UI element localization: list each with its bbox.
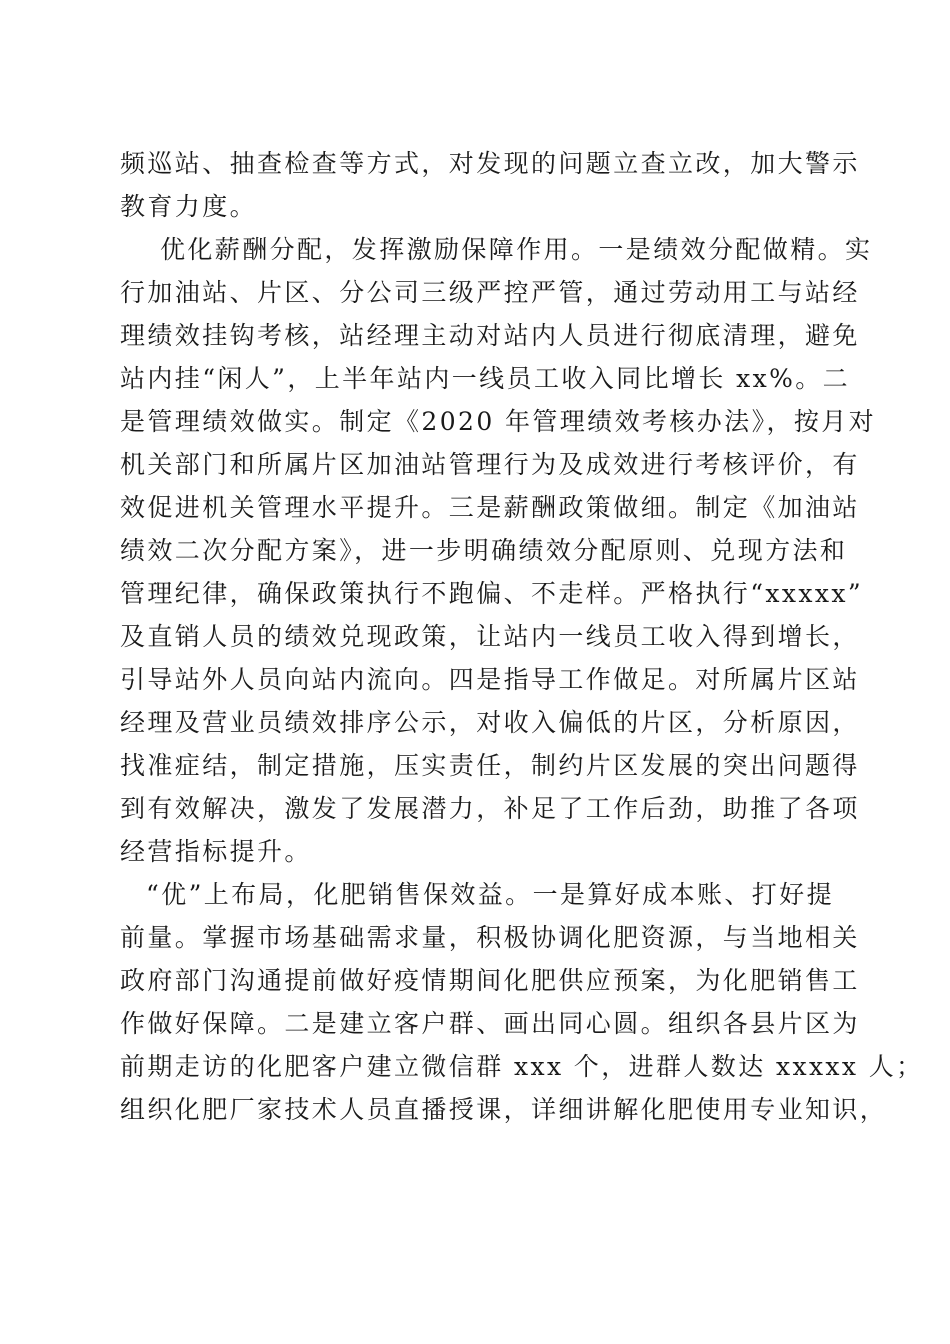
paragraph-3-line-4: 作做好保障。二是建立客户群、画出同心圆。组织各县片区为 xyxy=(120,1009,860,1038)
paragraph-3-line-3: 政府部门沟通提前做好疫情期间化肥供应预案，为化肥销售工 xyxy=(120,966,860,995)
paragraph-2-line-5: 是管理绩效做实。制定《2020 年管理绩效考核办法》，按月对 xyxy=(120,407,877,436)
paragraph-2-line-2: 行加油站、片区、分公司三级严控严管，通过劳动用工与站经 xyxy=(120,278,860,307)
paragraph-2-line-10: 及直销人员的绩效兑现政策，让站内一线员工收入得到增长， xyxy=(120,622,860,651)
paragraph-2-line-11: 引导站外人员向站内流向。四是指导工作做足。对所属片区站 xyxy=(120,665,860,694)
paragraph-2-line-14: 到有效解决，激发了发展潜力，补足了工作后劲，助推了各项 xyxy=(120,794,860,823)
paragraph-2-line-1: 优化薪酬分配，发挥激励保障作用。一是绩效分配做精。实 xyxy=(160,235,873,264)
paragraph-1-line-2: 教育力度。 xyxy=(120,192,258,221)
paragraph-2-line-8: 绩效二次分配方案》，进一步明确绩效分配原则、兑现方法和 xyxy=(120,536,848,565)
paragraph-2-line-12: 经理及营业员绩效排序公示，对收入偏低的片区，分析原因， xyxy=(120,708,860,737)
paragraph-2-line-4: 站内挂“闲人”，上半年站内一线员工收入同比增长 xx%。二 xyxy=(120,364,851,393)
paragraph-2-line-15: 经营指标提升。 xyxy=(120,837,312,866)
paragraph-2-line-6: 机关部门和所属片区加油站管理行为及成效进行考核评价，有 xyxy=(120,450,860,479)
paragraph-3-line-2: 前量。掌握市场基础需求量，积极协调化肥资源，与当地相关 xyxy=(120,923,860,952)
paragraph-1-line-1: 频巡站、抽查检查等方式，对发现的问题立查立改，加大警示 xyxy=(120,149,860,178)
paragraph-2-line-7: 效促进机关管理水平提升。三是薪酬政策做细。制定《加油站 xyxy=(120,493,860,522)
paragraph-3-line-1: “优”上布局，化肥销售保效益。一是算好成本账、打好提 xyxy=(146,880,834,909)
paragraph-3-line-6: 组织化肥厂家技术人员直播授课，详细讲解化肥使用专业知识， xyxy=(120,1095,888,1124)
paragraph-2-line-3: 理绩效挂钩考核，站经理主动对站内人员进行彻底清理，避免 xyxy=(120,321,860,350)
paragraph-2-line-9: 管理纪律，确保政策执行不跑偏、不走样。严格执行“xxxxx” xyxy=(120,579,864,608)
paragraph-3-line-5: 前期走访的化肥客户建立微信群 xxx 个，进群人数达 xxxxx 人； xyxy=(120,1052,924,1081)
paragraph-2-line-13: 找准症结，制定措施，压实责任，制约片区发展的突出问题得 xyxy=(120,751,860,780)
